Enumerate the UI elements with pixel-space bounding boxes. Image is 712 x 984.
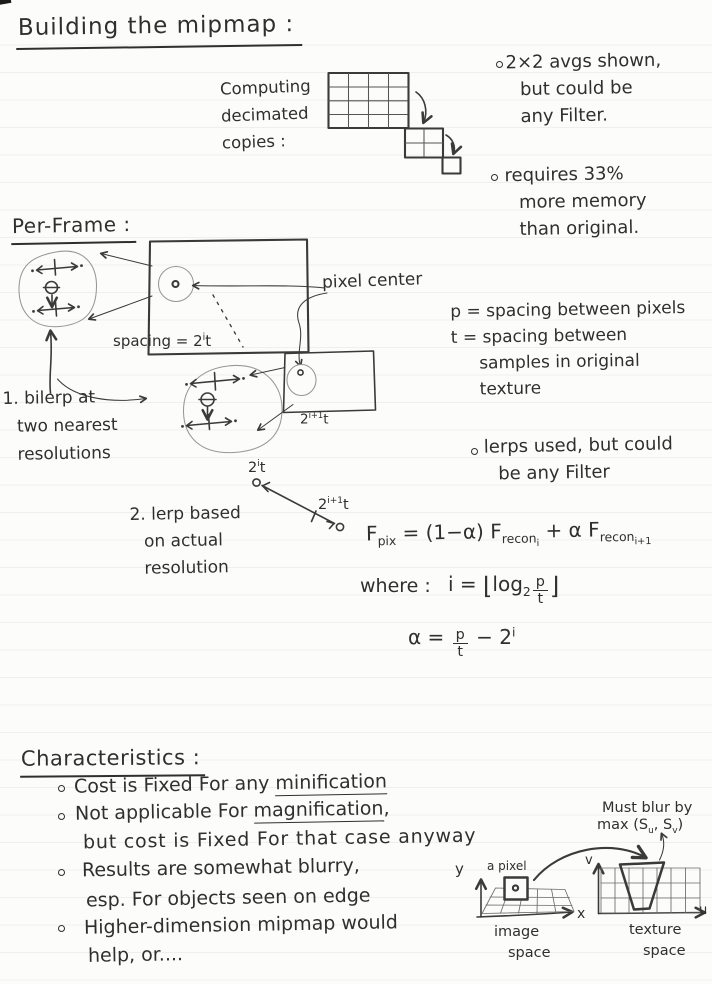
formula-fpix bbox=[366, 516, 652, 553]
y-axis-label: y bbox=[455, 860, 464, 878]
spacing-exponent: i bbox=[202, 332, 206, 343]
pixel-center-pointer-arrow-2 bbox=[298, 293, 327, 366]
pixel-square bbox=[505, 878, 528, 900]
pixel-center-dot-2 bbox=[298, 370, 303, 375]
rfloor-symbol: ⌋ bbox=[549, 572, 560, 600]
theta-sample-icon bbox=[46, 282, 58, 294]
bilerp-horizontal-arrow bbox=[37, 263, 78, 274]
mipmap-level0-gridlines bbox=[329, 74, 408, 128]
characteristic-bullet-3-line1: Results are somewhat blurry, bbox=[81, 854, 360, 882]
characteristic-bullet-2-line2: but cost is Fixed For that case anyway bbox=[82, 824, 477, 854]
pixel-center-dot bbox=[173, 281, 179, 287]
zoom-callout-arrow bbox=[89, 296, 152, 319]
spacing-tail: t bbox=[205, 332, 212, 350]
fraction-denominator: t bbox=[457, 644, 464, 660]
label-exponent: i bbox=[257, 459, 260, 469]
blur-text: , S bbox=[653, 817, 673, 833]
mipmap-pyramid-figure bbox=[329, 73, 461, 174]
log-symbol: log bbox=[492, 572, 523, 597]
sample-dot bbox=[31, 269, 34, 272]
pixel-dot bbox=[513, 885, 518, 890]
mipmap-level1-gridlines bbox=[405, 129, 442, 157]
filter-footprint-circle-2 bbox=[287, 365, 316, 396]
resolution-point-i1 bbox=[336, 523, 343, 530]
bullet-icon bbox=[491, 174, 498, 181]
page-title: Building the mipmap : bbox=[16, 9, 303, 50]
bullet-icon bbox=[471, 448, 478, 455]
sample-dot bbox=[80, 264, 83, 267]
note-lerps-filter: lerps used, but could be any Filter bbox=[483, 433, 674, 485]
label-tail: t bbox=[342, 496, 349, 513]
label-base: 2 bbox=[300, 411, 309, 428]
interp-tick bbox=[312, 511, 317, 522]
log-base: 2 bbox=[522, 584, 531, 600]
point-i-label bbox=[248, 458, 265, 478]
v-axis-label: v bbox=[585, 853, 593, 868]
ieq-lhs: i = bbox=[448, 572, 484, 597]
characteristic-bullet-4-line2: help, or.... bbox=[87, 943, 184, 967]
per-frame-title: Per-Frame : bbox=[11, 211, 136, 245]
texture-gridlines bbox=[601, 868, 700, 913]
u-axis-label: u bbox=[699, 903, 708, 918]
fpix-f: F bbox=[365, 521, 378, 546]
image-space-caption: image space bbox=[494, 924, 551, 961]
spacing-label bbox=[113, 331, 211, 351]
bilerp-horizontal-arrow bbox=[38, 304, 75, 314]
note-2x2-filter: 2×2 avgs shown, but could be any Filter. bbox=[505, 49, 662, 128]
characteristic-bullet-2-line1 bbox=[75, 796, 390, 827]
mipmap-level0-grid bbox=[329, 73, 409, 128]
sample-dot bbox=[181, 425, 184, 428]
bilerp-detail-blob bbox=[19, 251, 97, 327]
spacing-definitions: p = spacing between pixels t = spacing between samples in original texture bbox=[450, 297, 686, 400]
characteristic-bullet-4-line1: Higher-dimension mipmap would bbox=[83, 911, 399, 939]
fraction-numerator: p bbox=[533, 575, 548, 591]
bullet-icon bbox=[496, 61, 503, 68]
filter-footprint-circle bbox=[159, 267, 194, 302]
pixel-footprint-trapezoid bbox=[620, 863, 664, 910]
zoom-callout-arrow bbox=[101, 254, 152, 267]
step1-label: 1. bilerp at two nearest resolutions bbox=[2, 387, 118, 465]
computing-decimated-label: Computing decimated copies : bbox=[219, 76, 311, 153]
fpix-recon: recon bbox=[501, 530, 537, 547]
alpha-exponent: i bbox=[512, 624, 516, 640]
texture-grid bbox=[601, 868, 700, 913]
fpix-sub: pix bbox=[377, 532, 397, 549]
zoom-callout-arrow bbox=[258, 405, 293, 431]
texture-level-i1-square bbox=[284, 351, 376, 413]
bullet-icon bbox=[58, 869, 65, 876]
characteristics-title: Characteristics : bbox=[20, 743, 206, 778]
interp-tick bbox=[209, 415, 210, 430]
downsample-arrow-icon bbox=[416, 92, 426, 123]
texture-space-caption: texture space bbox=[629, 922, 686, 959]
fpix-recon2: recon bbox=[599, 528, 635, 545]
su-subscript: u bbox=[648, 825, 654, 836]
label-exponent: i+1 bbox=[308, 410, 324, 420]
x-axis bbox=[477, 912, 572, 917]
sample-dot bbox=[242, 377, 245, 380]
scan-artifact bbox=[0, 0, 11, 5]
fpix-recon-i1 bbox=[599, 528, 652, 548]
bullet-icon bbox=[58, 925, 65, 932]
label-base: 2 bbox=[248, 459, 258, 476]
theta-sample-icon bbox=[201, 393, 214, 406]
where-label: where : bbox=[360, 575, 431, 597]
label-tail: t bbox=[323, 411, 329, 428]
bullet-text: , bbox=[383, 797, 390, 820]
mipmap-level2-cell bbox=[443, 158, 461, 174]
spacing-base: spacing = 2 bbox=[113, 332, 203, 350]
interp-tick bbox=[215, 373, 216, 391]
downsample-arrow-icon bbox=[446, 135, 454, 154]
interp-tick bbox=[55, 260, 56, 276]
p-over-t-fraction bbox=[533, 575, 548, 607]
alpha-lhs: α = bbox=[408, 625, 451, 649]
bullet-icon bbox=[58, 813, 65, 820]
sample-dot bbox=[32, 310, 35, 313]
fpix-eq: = (1−α) F bbox=[395, 519, 502, 545]
blur-text: ) bbox=[677, 817, 684, 833]
level-i1-spacing-label bbox=[300, 410, 329, 429]
underlined-term: minification bbox=[275, 770, 388, 795]
blur-text: max (S bbox=[597, 817, 649, 833]
p-over-t-fraction bbox=[453, 628, 468, 660]
bilerp-horizontal-arrow bbox=[187, 418, 232, 429]
step2-label: 2. lerp based on actual resolution bbox=[129, 503, 241, 579]
pixel-center-label: pixel center bbox=[321, 269, 423, 293]
formula-mip-level bbox=[448, 570, 559, 607]
blur-label-line1: Must blur by bbox=[602, 800, 693, 816]
fpix-i1: i+1 bbox=[634, 535, 652, 548]
label-base: 2 bbox=[318, 496, 328, 513]
resolution-point-i bbox=[253, 479, 260, 486]
sample-dot bbox=[185, 383, 188, 386]
lfloor-symbol: ⌊ bbox=[483, 572, 493, 600]
diagonal-dashed-line bbox=[213, 295, 243, 347]
bullet-text: Cost is Fixed For any bbox=[73, 772, 276, 798]
blur-amount-label bbox=[597, 816, 683, 837]
zoom-callout-arrow bbox=[251, 368, 286, 376]
x-axis-label: x bbox=[577, 906, 586, 922]
sample-dot bbox=[234, 419, 237, 422]
blur-callout-arrow bbox=[660, 834, 664, 861]
texture-space-figure bbox=[599, 834, 705, 914]
point-i1-label bbox=[318, 495, 349, 515]
fpix-plus: + α F bbox=[538, 517, 600, 543]
label-tail: t bbox=[259, 459, 266, 476]
perspective-grid bbox=[482, 888, 574, 914]
u-axis bbox=[599, 913, 705, 914]
fraction-denominator: t bbox=[537, 591, 544, 608]
pixel-center-pointer-arrow bbox=[193, 286, 325, 289]
sample-dot bbox=[77, 305, 80, 308]
alpha-rhs: − 2 bbox=[469, 625, 512, 649]
bilerp-horizontal-arrow bbox=[191, 376, 240, 388]
sv-subscript: v bbox=[672, 825, 678, 836]
fpix-recon-i bbox=[501, 530, 540, 549]
note-memory-cost: requires 33% more memory than original. bbox=[504, 163, 647, 240]
label-exponent: i+1 bbox=[327, 496, 343, 506]
mipmap-level1-grid bbox=[405, 129, 443, 158]
bullet-icon bbox=[58, 785, 65, 792]
bilerp-detail-blob-2 bbox=[183, 365, 282, 452]
underlined-term: magnification bbox=[253, 797, 384, 822]
characteristic-bullet-3-line2: esp. For objects seen on edge bbox=[85, 884, 371, 912]
a-pixel-label: a pixel bbox=[487, 859, 527, 873]
characteristic-bullet-1 bbox=[74, 769, 387, 800]
interp-tick bbox=[56, 302, 57, 316]
formula-alpha bbox=[408, 624, 515, 659]
bullet-text: Not applicable For bbox=[74, 799, 254, 825]
fraction-numerator: p bbox=[453, 628, 468, 644]
fpix-i: i bbox=[536, 537, 540, 549]
